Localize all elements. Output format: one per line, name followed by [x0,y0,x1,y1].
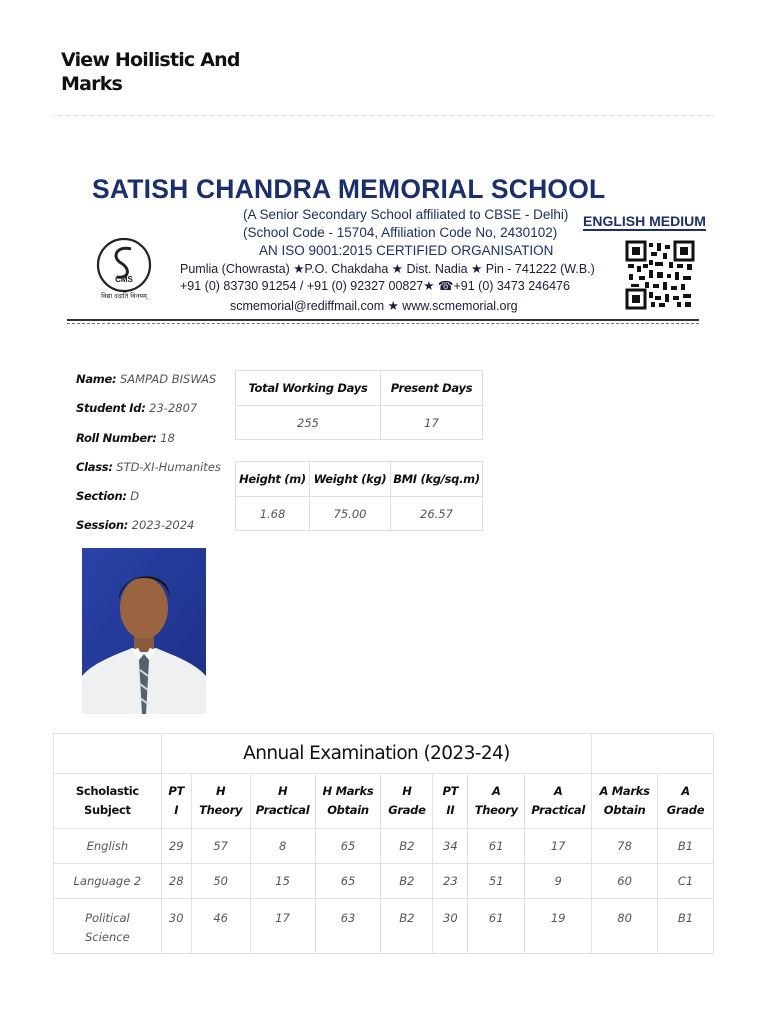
header-h-marks-top: H Marks [322,784,374,798]
mark-cell: B1 [658,829,714,864]
header-pt1 [161,774,191,829]
header-a-grade-top: A [681,784,690,798]
class-label: Class: [76,459,113,474]
mark-cell: B2 [381,829,433,864]
mark-cell: 50 [191,864,250,899]
mark-cell: C1 [658,864,714,899]
mark-cell: 29 [161,829,191,864]
section-value: D [130,489,140,504]
header-present-days: Present Days [381,371,483,406]
school-iso: AN ISO 9001:2015 CERTIFIED ORGANISATION [259,243,554,258]
header-a-theory-top: A [491,784,501,798]
page-title: View Hoilistic And Marks [61,49,240,95]
header-a-marks-top: A Marks [599,784,650,798]
student-photo [82,548,206,714]
subject-cell: Language 2 [54,864,162,899]
school-phone: +91 (0) 83730 91254 / +91 (0) 92327 00827★ ☎+91 (0) 3473 246476 [180,279,570,293]
mark-cell: B1 [658,899,714,954]
mark-cell: 63 [315,899,381,954]
bmi-value: 26.57 [391,497,483,531]
school-affiliation: (A Senior Secondary School affiliated to CBSE - Delhi) [243,207,569,222]
medium-badge: ENGLISH MEDIUM [583,213,706,229]
session-label: Session: [76,518,129,533]
mark-cell: 30 [161,899,191,954]
header-pt2-bottom: II [446,803,455,817]
mark-cell: B2 [381,864,433,899]
student-name-row [76,372,236,401]
roll-number: 18 [160,430,175,445]
header-a-theory [468,774,525,829]
roll-number-label: Roll Number: [76,430,157,445]
total-working-days: 255 [236,406,381,440]
table-row [54,899,714,954]
header-h-practical-top: H [277,784,288,798]
header-bmi: BMI (kg/sq.m) [391,462,483,497]
name-label: Name: [76,372,117,386]
class-value: STD-XI-Humanites [116,459,221,474]
mark-cell: 65 [315,864,381,899]
header-a-practical-bottom: Practical [531,803,585,817]
mark-cell: 51 [468,864,525,899]
roll-number-row [76,431,236,460]
mark-cell: 65 [315,829,381,864]
present-days: 17 [381,406,483,440]
header-h-practical-bottom: Practical [255,803,310,817]
header-pt2 [433,774,468,829]
header-subject-bottom: Subject [84,803,131,817]
header-a-theory-bottom: Theory [474,803,518,817]
mark-cell: 8 [250,829,315,864]
qr-code-icon [625,240,695,310]
header-subject [54,774,162,829]
header-h-practical [250,774,315,829]
header-a-practical-top: A [553,784,563,798]
header-a-practical [525,774,592,829]
header-h-grade-bottom: Grade [388,803,426,817]
mark-cell: 17 [250,899,315,954]
header-pt2-top: PT [442,784,459,798]
student-info [76,372,236,548]
session-row [76,518,236,547]
mark-cell: 9 [525,864,592,899]
school-email: scmemorial@rediffmail.com ★ www.scmemorial.org [230,299,518,313]
letterhead-rule [67,319,699,321]
mark-cell: 28 [161,864,191,899]
school-logo [91,235,157,301]
school-codes: (School Code - 15704, Affiliation Code No, 2430102) [243,225,558,240]
mark-cell: 17 [525,829,592,864]
header-a-marks-obtain [592,774,658,829]
header-h-marks-bottom: Obtain [327,803,369,817]
header-total-working-days: Total Working Days [236,371,381,406]
marks-table [53,733,714,954]
mark-cell: 61 [468,829,525,864]
header-h-theory-bottom: Theory [199,803,243,817]
student-id: 23-2807 [149,401,198,416]
mark-cell: 30 [433,899,468,954]
body-stats-table [235,461,483,531]
subject-cell: English [54,829,162,864]
header-weight: Weight (kg) [310,462,391,497]
title-divider [53,115,715,116]
mark-cell: 19 [525,899,592,954]
header-h-marks-obtain [315,774,381,829]
student-name: SAMPAD BISWAS [119,372,217,386]
subject-cell: Political Science [54,899,162,954]
header-subject-top: Scholastic [75,784,139,798]
header-a-marks-bottom: Obtain [603,803,646,817]
class-row [76,460,236,489]
mark-cell: 60 [592,864,658,899]
header-pt1-bottom: I [174,803,179,817]
mark-cell: 78 [592,829,658,864]
school-letterhead [65,170,706,330]
mark-cell: 80 [592,899,658,954]
letterhead-rule-dashed [67,323,699,324]
mark-cell: 34 [433,829,468,864]
header-a-grade [658,774,714,829]
school-name: SATISH CHANDRA MEMORIAL SCHOOL [92,174,606,204]
mark-cell: 23 [433,864,468,899]
mark-cell: 15 [250,864,315,899]
height-value: 1.68 [236,497,310,531]
section-row [76,489,236,518]
section-label: Section: [76,489,127,504]
student-id-label: Student Id: [76,401,146,416]
table-row [54,864,714,899]
marks-header-row [54,774,714,829]
header-height: Height (m) [236,462,310,497]
mark-cell: B2 [381,899,433,954]
header-pt1-top: PT [168,784,185,798]
header-h-theory [191,774,250,829]
exam-title: Annual Examination (2023-24) [161,734,591,774]
header-h-theory-top: H [216,784,226,798]
header-h-grade-top: H [402,784,412,798]
logo-text: CMS [115,275,133,284]
header-a-grade-bottom: Grade [666,803,705,817]
weight-value: 75.00 [310,497,391,531]
header-h-grade [381,774,433,829]
attendance-table [235,370,483,440]
table-row [54,829,714,864]
mark-cell: 61 [468,899,525,954]
mark-cell: 57 [191,829,250,864]
school-address: Pumlia (Chowrasta) ★P.O. Chakdaha ★ Dist. Nadia ★ Pin - 741222 (W.B.) [180,262,595,276]
mark-cell: 46 [191,899,250,954]
session-value: 2023-2024 [131,518,195,533]
logo-motto: विद्या ददाति विनयम् [101,292,147,300]
marks-title-spacer [54,734,162,774]
student-id-row [76,401,236,430]
marks-title-spacer-right [592,734,714,774]
